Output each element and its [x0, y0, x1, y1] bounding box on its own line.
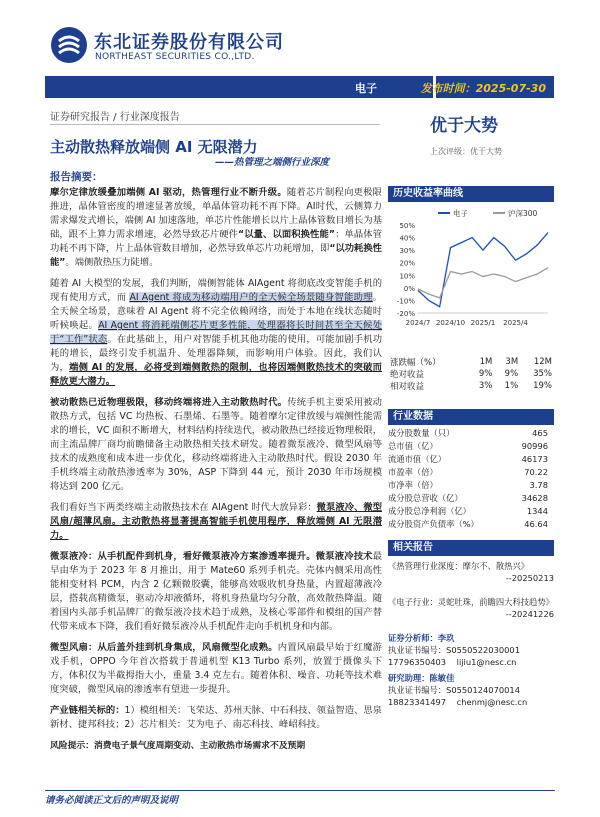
- y-tick-label: 0%: [403, 284, 415, 293]
- series-line-electronics: [418, 233, 548, 307]
- p2-text: 随着 AI 大模型的发展，我们判断，端侧智能体 AIAgent 将彻底改变智能手机的现有使用方式，而: [50, 278, 382, 303]
- risk-warning: [50, 739, 382, 753]
- legend-label: 沪深300: [508, 209, 538, 218]
- p2-text-3: 。在此基础上，用户对智能手机其他功能的使用，可能加剧手机功耗的增长，最终引发手机温升、处理器降频，而影响用户体验。因此，我们认为，: [50, 334, 382, 373]
- industry-row: [388, 441, 548, 452]
- risk-text: 消费电子景气度周期变动、主动散热市场需求不及预期: [94, 741, 306, 751]
- perf-cell: 9%: [504, 369, 519, 379]
- perf-header-cell: 涨跌幅（%）: [390, 358, 441, 368]
- analyst-name: 研究助理：陈敏佳: [388, 673, 455, 683]
- y-tick-label: 40%: [399, 234, 415, 243]
- analyst-block: [388, 672, 558, 708]
- footer-disclaimer: 请务必阅读正文后的声明及说明: [45, 795, 179, 806]
- p1-text-3: 。端侧散热压力陡增。: [65, 257, 159, 268]
- industry-label: 成分股数量（只）: [388, 428, 455, 438]
- performance-table: [388, 356, 554, 392]
- y-tick-label: 30%: [399, 247, 415, 256]
- paragraph-7: [50, 704, 382, 732]
- y-tick-label: -20%: [396, 310, 415, 318]
- legend-label: 电子: [453, 209, 468, 218]
- related-report[interactable]: [388, 560, 554, 584]
- y-tick-label: 10%: [399, 272, 415, 281]
- p6-text: 内置风扇最早始于红魔游戏手机，OPPO 今年首次搭载于普通机型 K13 Turbo 系列，放置于摄像头下方，体积仅为半截拇指大小，重量 3.4 克左右。随着体积、噪音、功耗等技术难度突破，微型风扇的渗透率有望进一步提升。: [50, 642, 382, 695]
- analyst-name: 证券分析师：李玖: [388, 633, 455, 643]
- footer-divider: [45, 790, 555, 791]
- header-bar: [45, 76, 554, 98]
- industry-row: [388, 506, 548, 517]
- perf-row: [388, 380, 554, 392]
- x-tick-label: 2025/1: [470, 319, 496, 327]
- breadcrumb: 证券研究报告 / 行业深度报告: [50, 112, 180, 123]
- industry-heading: 行业数据: [388, 409, 554, 425]
- related-report-date: --20250213: [505, 573, 554, 583]
- series-line-csi300: [418, 268, 548, 298]
- p2-text-2: 。全天候全场景，意味着 AI Agent 将不完全依赖网络，而处于本地在线状态随时听候唤起。: [50, 292, 382, 331]
- industry-row: [388, 467, 548, 478]
- p5-text: 最早由华为于 2023 年 8 月推出，用于 Mate60 系列手机壳。壳体内侧采用高性能相变材料 PCM，内含 2 亿颗微胶囊，能够高效吸收机身热量，内置超薄液冷层，搭载高精微泵，驱动冷却液循环，将机身热量均匀分散，高效散热降温。随着国内头部手机品牌厂的微泵液冷技术趋于成熟，及核心零部件和模组的国产替代带来成本下降，我们看好微泵液冷从手机配件走向手机机身和内部。: [50, 551, 382, 632]
- analyst-phone: 17796350403: [388, 657, 447, 667]
- perf-header-cell: 12M: [533, 357, 552, 367]
- industry-value: 90996: [521, 441, 548, 451]
- industry-value: 1344: [526, 506, 548, 516]
- company-name-en: NORTHEAST SECURITIES CO.,LTD.: [95, 52, 255, 62]
- p3-bold: 被动散热已近物理极限，移动终端将进入主动散热时代。: [50, 397, 288, 408]
- related-report-title[interactable]: 《电子行业：灵蛇吐珠，前瞻四大科技趋势》: [388, 597, 554, 607]
- industry-row: [388, 493, 548, 504]
- p3-text: 传统手机主要采用被动散热方式，包括 VC 均热板、石墨烯、石墨等。随着摩尔定律放缓与端侧性能需求的增长，VC 面积不断增大，材料结构持续迭代，被动散热已经接近物理极限，而主流品牌厂商均前瞻储备主动散热相关技术研发。随着微泵液冷、微型风扇等技术的成熟度和成本进一步优化，移动终端将进入主动散热时代。假设 2030 年手机终端主动散热渗透率为 30%，ASP 下降到 44 元，预计 2030 年市场规模将达到 200 亿元。: [50, 397, 382, 492]
- company-logo-icon: [51, 27, 87, 63]
- p4-text: 我们看好当下两类终端主动散热技术在 AIAgent 时代大放异彩：: [50, 502, 317, 513]
- perf-cell: 相对收益: [390, 382, 425, 392]
- related-report[interactable]: [388, 596, 554, 620]
- y-tick-label: 50%: [399, 222, 415, 230]
- related-report-date: --20241226: [505, 609, 554, 619]
- analyst-contact: [388, 696, 558, 708]
- paragraph-6: [50, 641, 382, 697]
- analyst-email[interactable]: chenmj@nesc.cn: [456, 697, 528, 707]
- industry-label: 成分股资产负债率（%）: [388, 519, 479, 529]
- related-heading: 相关报告: [388, 540, 554, 556]
- paragraph-4: [50, 501, 382, 543]
- p7-bold: 产业链相关标的：: [50, 705, 125, 716]
- paragraph-2: [50, 277, 382, 389]
- industry-row: [388, 480, 548, 491]
- perf-row: [388, 368, 554, 380]
- summary-heading: 报告摘要：: [50, 171, 103, 183]
- analyst-block: [388, 632, 558, 668]
- industry-label: 市净率（倍）: [388, 480, 438, 490]
- x-tick-label: 2025/4: [503, 319, 528, 327]
- p2-highlight-2: AI Agent 将消耗端侧芯片更多性能，处理器将长时间甚至全天候处于“工作”状态: [50, 320, 382, 345]
- sector-label: 电子: [355, 82, 377, 95]
- analyst-cert: 执业证书编号：S0550522030001: [388, 645, 520, 655]
- y-tick-label: 20%: [399, 259, 415, 268]
- risk-label: 风险提示：: [50, 741, 94, 751]
- perf-cell: 19%: [533, 381, 552, 391]
- report-title: 主动散热释放端侧 AI 无限潜力: [50, 138, 258, 156]
- return-chart-svg: [388, 205, 554, 337]
- p6-bold: 微型风扇：从后盖外挂到机身集成，风扇微型化成熟。: [50, 642, 278, 653]
- industry-value: 465: [532, 428, 548, 438]
- x-tick-label: 2024/10: [435, 319, 466, 327]
- perf-cell: 1%: [504, 381, 519, 391]
- p1-text-2: ：单晶体管功耗不再下降，片上晶体管数目增加，必然导致单芯片功耗增加，即: [50, 229, 382, 254]
- industry-label: 总市值（亿）: [388, 441, 438, 451]
- chart-heading: 历史收益率曲线: [388, 186, 554, 202]
- analyst-phone: 18823341497: [388, 697, 447, 707]
- p1-bold-3: “以功耗换性能”: [50, 243, 382, 268]
- p4-bold: 微泵液冷、微型风扇/超薄风扇。主动散热将显著提高智能手机使用程序，释放端侧 AI 无限潜力。: [50, 502, 382, 541]
- related-report-title[interactable]: 《热管理行业深度：摩尔不、散热兴》: [388, 561, 530, 571]
- industry-value: 46173: [521, 454, 548, 464]
- x-tick-label: 2024/7: [405, 319, 431, 327]
- industry-label: 成分股总净利润（亿）: [388, 506, 471, 516]
- p5-bold: 微泵液冷：从手机配件到机身，看好微泵液冷方案渗透率提升。微泵液冷技术: [50, 551, 373, 562]
- industry-row: [388, 519, 548, 530]
- industry-label: 市盈率（倍）: [388, 467, 438, 477]
- industry-value: 70.22: [524, 467, 548, 477]
- industry-row: [388, 428, 548, 439]
- industry-value: 34628: [521, 493, 548, 503]
- industry-value: 46.64: [524, 519, 548, 529]
- p2-bold: 端侧 AI 的发展，必将受到端侧散热的限制，也将因端侧散热技术的突破而释放更大潜力。: [50, 362, 382, 387]
- perf-header-row: [388, 356, 554, 368]
- perf-header-cell: 1M: [479, 357, 493, 367]
- industry-value: 3.78: [529, 480, 548, 490]
- analyst-contact: [388, 656, 558, 668]
- perf-cell: 绝对收益: [390, 370, 425, 380]
- p1-bold: 摩尔定律放缓叠加端侧 AI 驱动，热管理行业不断升级。: [50, 187, 287, 198]
- paragraph-3: [50, 396, 382, 494]
- industry-row: [388, 454, 548, 465]
- industry-label: 流通市值（亿）: [388, 454, 447, 464]
- rating: 优于大势: [430, 116, 498, 136]
- p1-bold-2: “以量、以面积换性能”: [238, 229, 335, 240]
- perf-cell: 9%: [478, 369, 493, 379]
- report-subtitle: ——热管理之端侧行业深度: [215, 157, 330, 168]
- industry-label: 成分股总营收（亿）: [388, 493, 463, 503]
- perf-cell: 35%: [533, 369, 552, 379]
- perf-header-cell: 3M: [505, 357, 519, 367]
- p1-text: 随着芯片制程向更极限推进，晶体管密度的增速显著放缓，单晶体管功耗不再下降。AI时代，云侧算力需求爆发式增长，端侧 AI 加速落地，单芯片性能增长以片上晶体管数目增长为基础，跟不上算力需求增速，必然导致芯片硬件: [50, 187, 382, 240]
- company-name-cn: 东北证券股份有限公司: [94, 32, 284, 53]
- analyst-email[interactable]: lijiu1@nesc.cn: [456, 657, 517, 667]
- analyst-cert: 执业证书编号：S0550124070014: [388, 685, 520, 695]
- y-tick-label: -10%: [396, 297, 415, 306]
- p2-highlight-1: AI Agent 将成为移动端用户的全天候全场景随身智能助理: [129, 292, 373, 303]
- publish-date: 发布时间：2025-07-30: [420, 82, 546, 95]
- paragraph-5: [50, 550, 382, 634]
- previous-rating: 上次评级：优于大势: [430, 147, 502, 156]
- p7-text: 1）模组相关：飞荣达、苏州天脉、中石科技、领益智造、思泉新材、捷邦科技；2）芯片相关：艾为电子、南芯科技、峰岹科技。: [50, 705, 382, 730]
- perf-cell: 3%: [478, 381, 493, 391]
- summary-section: [50, 170, 382, 753]
- divider: [50, 124, 380, 125]
- paragraph-1: [50, 186, 382, 270]
- return-chart: [388, 205, 554, 337]
